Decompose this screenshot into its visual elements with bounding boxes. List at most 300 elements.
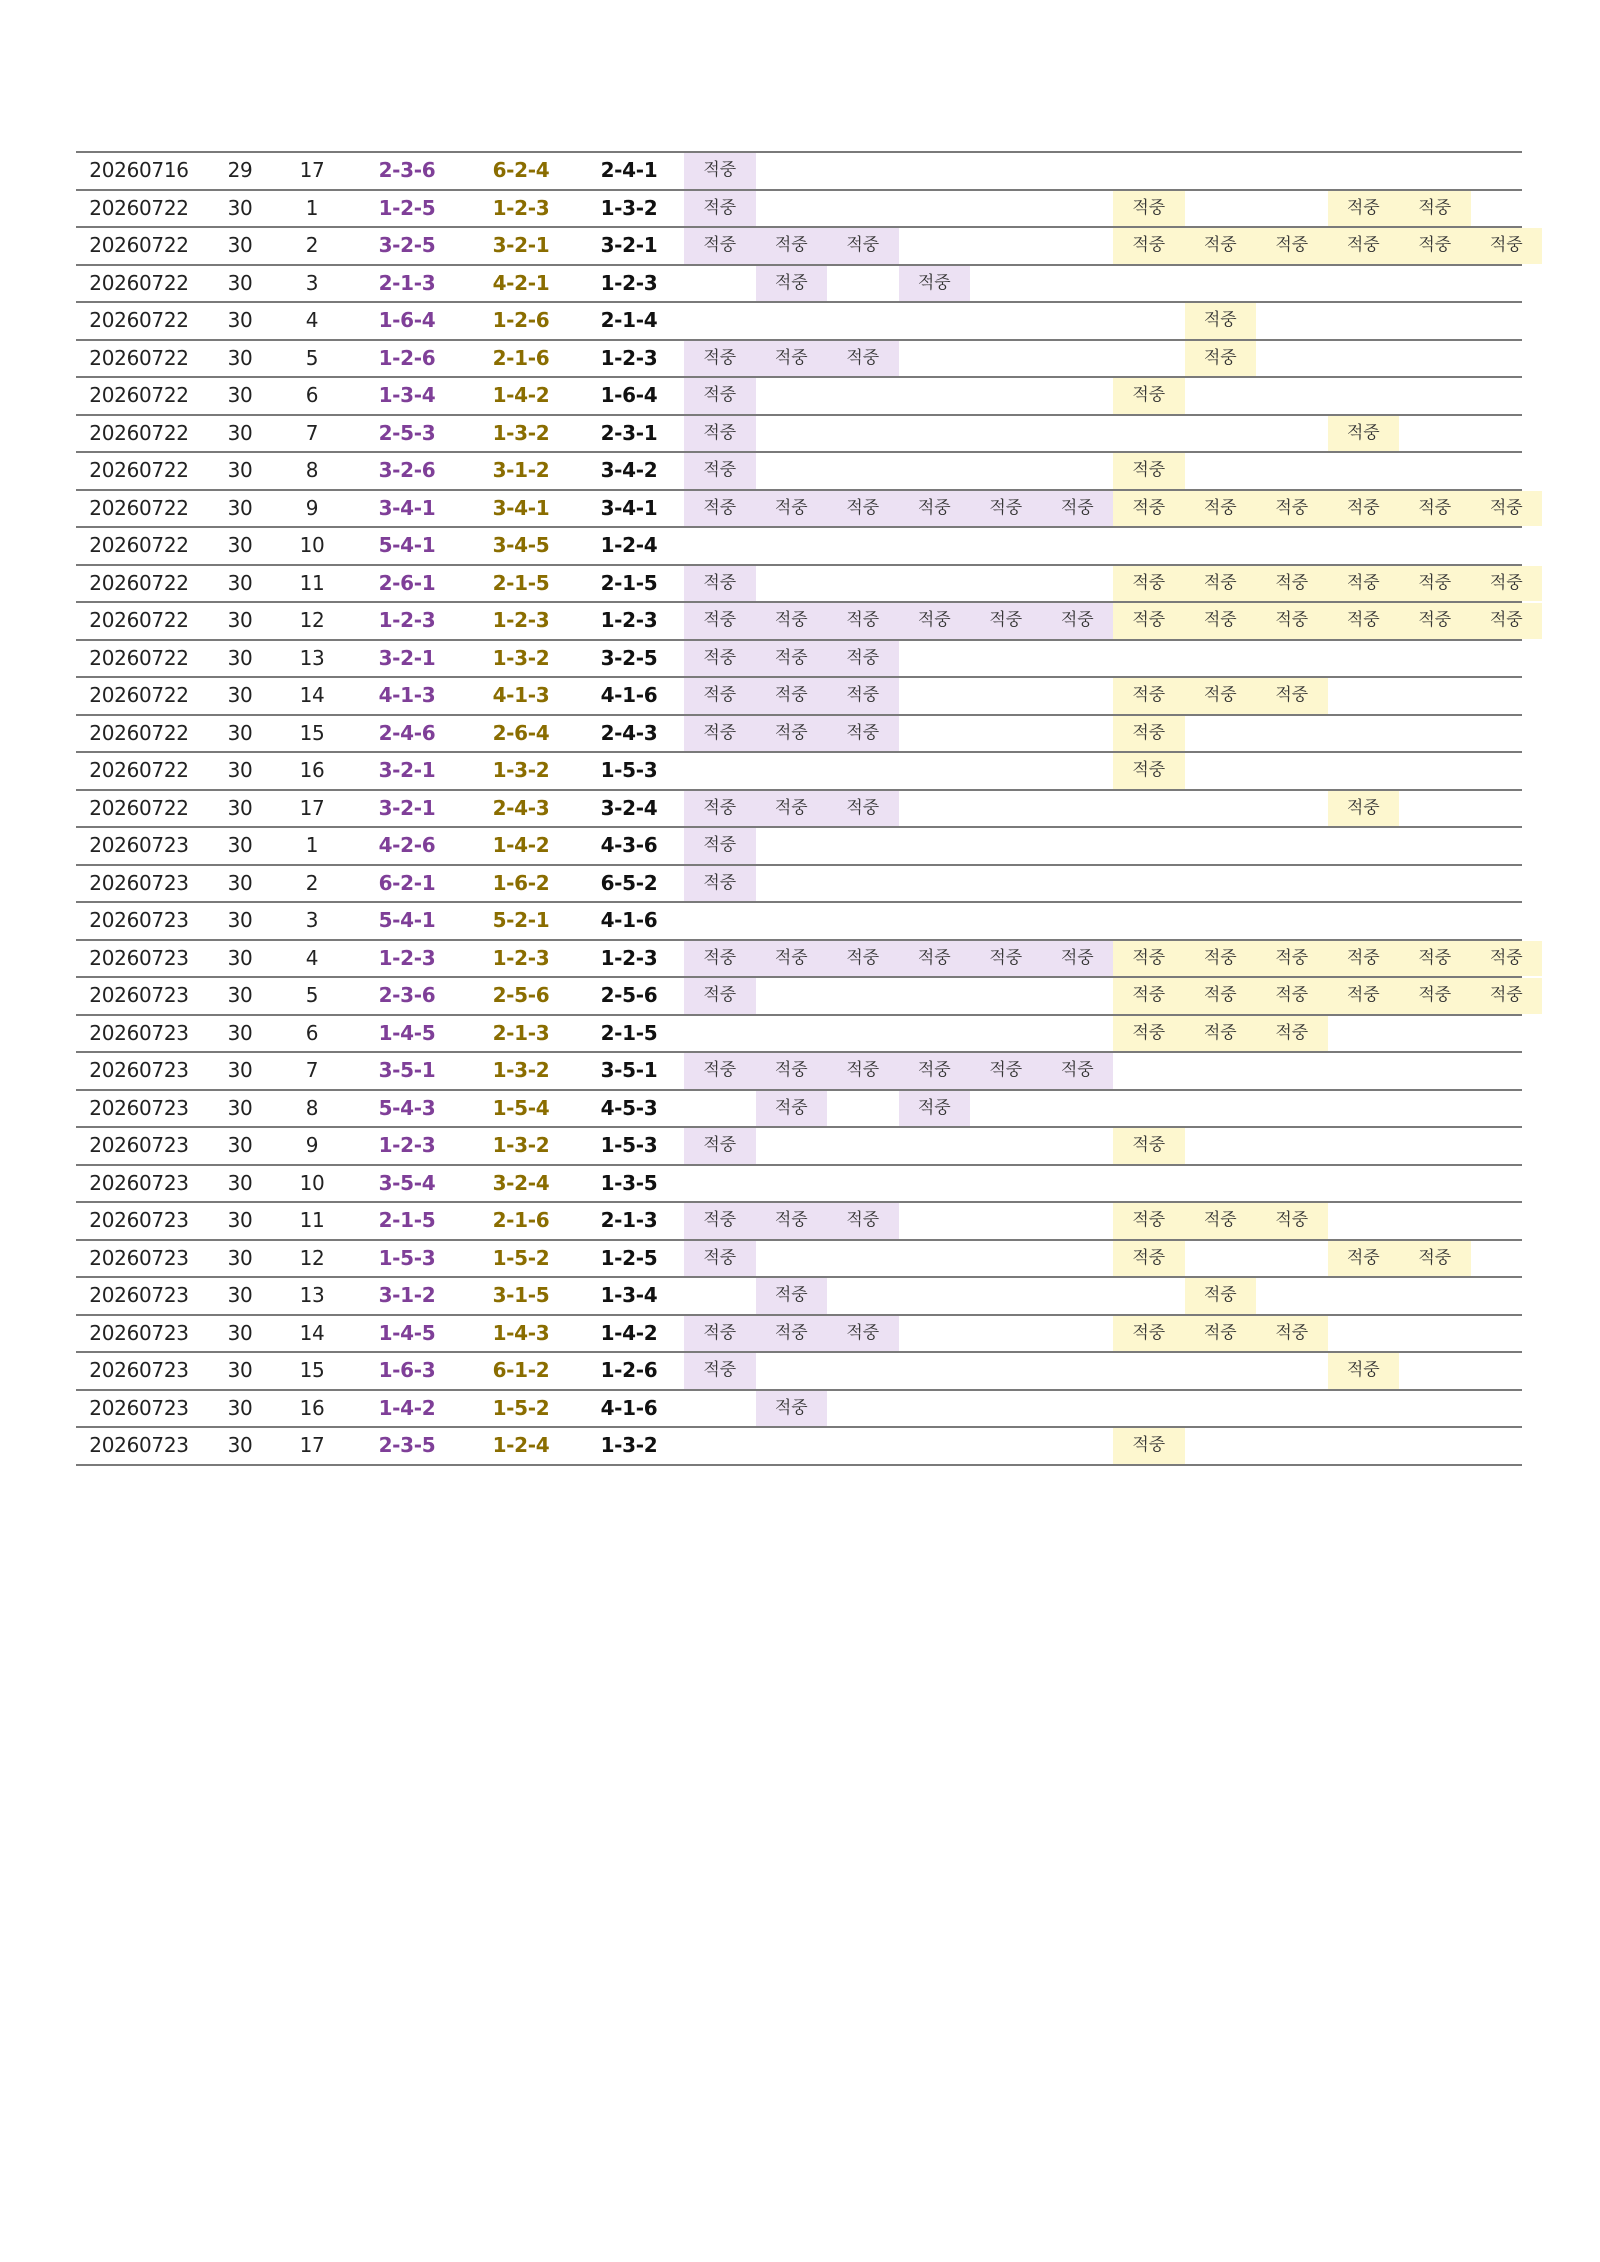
date-cell: 20260723 (89, 1283, 189, 1307)
race-cell: 1 (305, 195, 319, 220)
result-cell: 3-2-4 (600, 795, 658, 820)
pick-b-cell: 6-2-4 (492, 158, 550, 182)
hit-badge-b: 적중 (1185, 1278, 1257, 1314)
round-cell: 30 (227, 1020, 253, 1045)
date-cell: 20260722 (89, 533, 189, 557)
hit-badge-b: 적중 (1471, 603, 1543, 639)
hit-badge-b: 적중 (1471, 941, 1543, 977)
round-cell: 30 (227, 533, 253, 557)
hit-badge-b: 적중 (1256, 228, 1328, 264)
round-cell: 30 (227, 683, 253, 707)
race-cell: 7 (305, 1058, 319, 1082)
pick-b-cell: 4-1-3 (492, 683, 550, 707)
hit-badge-b: 적중 (1185, 341, 1257, 377)
date-cell: 20260722 (89, 758, 189, 782)
race-cell: 4 (305, 945, 319, 970)
race-cell: 12 (299, 608, 325, 632)
race-cell: 5 (305, 345, 319, 370)
table-row (76, 866, 1522, 904)
hit-badge-a: 적중 (899, 1091, 971, 1127)
race-cell: 17 (299, 1433, 325, 1457)
date-cell: 20260722 (89, 608, 189, 632)
result-cell: 1-6-4 (600, 383, 658, 407)
table-row (76, 678, 1522, 716)
hit-badge-b: 적중 (1328, 1353, 1400, 1389)
hit-badge-a: 적중 (827, 341, 899, 377)
race-cell: 11 (299, 1208, 325, 1232)
hit-badge-a: 적중 (827, 603, 899, 639)
pick-a-cell: 2-6-1 (378, 570, 436, 595)
pick-b-cell: 2-1-3 (492, 1020, 550, 1045)
race-cell: 16 (299, 1395, 325, 1420)
pick-a-cell: 3-4-1 (378, 495, 436, 520)
table-row (76, 191, 1522, 229)
round-cell: 30 (227, 945, 253, 970)
table-row (76, 603, 1522, 641)
hit-badge-b: 적중 (1185, 303, 1257, 339)
hit-badge-a: 적중 (1042, 603, 1114, 639)
pick-a-cell: 3-2-1 (378, 795, 436, 820)
date-cell: 20260723 (89, 1358, 189, 1382)
pick-a-cell: 1-4-5 (378, 1020, 436, 1045)
date-cell: 20260723 (89, 1095, 189, 1120)
pick-a-cell: 5-4-3 (378, 1095, 436, 1120)
pick-b-cell: 2-4-3 (492, 795, 550, 820)
table-row (76, 1053, 1522, 1091)
hit-badge-b: 적중 (1471, 978, 1543, 1014)
result-cell: 2-1-3 (600, 1208, 658, 1232)
race-cell: 6 (305, 383, 319, 407)
pick-b-cell: 6-1-2 (492, 1358, 550, 1382)
hit-badge-b: 적중 (1185, 491, 1257, 527)
hit-badge-b: 적중 (1113, 1428, 1185, 1464)
pick-a-cell: 1-2-3 (378, 1133, 436, 1157)
hit-badge-a: 적중 (684, 941, 756, 977)
result-cell: 2-4-3 (600, 720, 658, 745)
round-cell: 30 (227, 233, 253, 257)
hit-badge-b: 적중 (1328, 566, 1400, 602)
round-cell: 30 (227, 1095, 253, 1120)
result-cell: 4-3-6 (600, 833, 658, 857)
hit-badge-a: 적중 (684, 341, 756, 377)
hit-badge-a: 적중 (684, 378, 756, 414)
hit-badge-a: 적중 (684, 566, 756, 602)
round-cell: 30 (227, 1358, 253, 1382)
table-row (76, 378, 1522, 416)
round-cell: 30 (227, 420, 253, 445)
date-cell: 20260716 (89, 158, 189, 182)
hit-badge-a: 적중 (756, 1203, 828, 1239)
result-cell: 3-4-2 (600, 458, 658, 482)
round-cell: 30 (227, 1433, 253, 1457)
hit-badge-a: 적중 (756, 791, 828, 827)
hit-badge-b: 적중 (1256, 1016, 1328, 1052)
table-row (76, 491, 1522, 529)
hit-badge-a: 적중 (827, 791, 899, 827)
pick-a-cell: 3-2-6 (378, 458, 436, 482)
date-cell: 20260723 (89, 1320, 189, 1345)
hit-badge-b: 적중 (1328, 978, 1400, 1014)
round-cell: 30 (227, 1245, 253, 1270)
pick-b-cell: 3-1-2 (492, 458, 550, 482)
hit-badge-b: 적중 (1113, 453, 1185, 489)
pick-b-cell: 2-1-6 (492, 1208, 550, 1232)
hit-badge-a: 적중 (970, 603, 1042, 639)
round-cell: 30 (227, 795, 253, 820)
hit-badge-a: 적중 (970, 1053, 1042, 1089)
round-cell: 30 (227, 1170, 253, 1195)
hit-badge-a: 적중 (756, 341, 828, 377)
race-cell: 8 (305, 458, 319, 482)
round-cell: 30 (227, 308, 253, 332)
race-cell: 13 (299, 1283, 325, 1307)
pick-a-cell: 3-5-1 (378, 1058, 436, 1082)
hit-badge-b: 적중 (1256, 603, 1328, 639)
pick-a-cell: 3-2-1 (378, 758, 436, 782)
hit-badge-b: 적중 (1256, 1316, 1328, 1352)
hit-badge-b: 적중 (1185, 228, 1257, 264)
hit-badge-b: 적중 (1399, 978, 1471, 1014)
date-cell: 20260722 (89, 495, 189, 520)
pick-a-cell: 1-4-2 (378, 1395, 436, 1420)
date-cell: 20260722 (89, 458, 189, 482)
pick-a-cell: 1-3-4 (378, 383, 436, 407)
hit-badge-a: 적중 (756, 1391, 828, 1427)
round-cell: 30 (227, 983, 253, 1007)
hit-badge-b: 적중 (1113, 978, 1185, 1014)
pick-a-cell: 2-5-3 (378, 420, 436, 445)
race-cell: 5 (305, 983, 319, 1007)
date-cell: 20260723 (89, 1245, 189, 1270)
hit-badge-a: 적중 (899, 1053, 971, 1089)
table-row (76, 528, 1522, 566)
result-cell: 3-5-1 (600, 1058, 658, 1082)
pick-a-cell: 5-4-1 (378, 533, 436, 557)
hit-badge-b: 적중 (1399, 941, 1471, 977)
hit-badge-b: 적중 (1328, 228, 1400, 264)
race-cell: 12 (299, 1245, 325, 1270)
hit-badge-a: 적중 (827, 1203, 899, 1239)
pick-b-cell: 1-4-3 (492, 1320, 550, 1345)
date-cell: 20260723 (89, 1208, 189, 1232)
hit-badge-b: 적중 (1399, 603, 1471, 639)
date-cell: 20260723 (89, 1395, 189, 1420)
result-cell: 1-3-2 (600, 1433, 658, 1457)
result-cell: 3-2-5 (600, 645, 658, 670)
table-row (76, 1166, 1522, 1204)
result-cell: 1-2-3 (600, 270, 658, 295)
result-cell: 2-5-6 (600, 983, 658, 1007)
round-cell: 30 (227, 495, 253, 520)
hit-badge-a: 적중 (1042, 941, 1114, 977)
table-row (76, 303, 1522, 341)
hit-badge-a: 적중 (756, 716, 828, 752)
hit-badge-a: 적중 (684, 191, 756, 227)
pick-b-cell: 1-2-3 (492, 608, 550, 632)
pick-a-cell: 1-6-3 (378, 1358, 436, 1382)
hit-badge-a: 적중 (970, 941, 1042, 977)
round-cell: 30 (227, 1395, 253, 1420)
hit-badge-b: 적중 (1185, 603, 1257, 639)
date-cell: 20260722 (89, 720, 189, 745)
hit-badge-a: 적중 (684, 641, 756, 677)
result-cell: 2-4-1 (600, 158, 658, 182)
hit-badge-a: 적중 (684, 866, 756, 902)
hit-badge-a: 적중 (827, 716, 899, 752)
table-row (76, 453, 1522, 491)
race-cell: 10 (299, 533, 325, 557)
pick-b-cell: 1-5-4 (492, 1095, 550, 1120)
hit-badge-a: 적중 (899, 603, 971, 639)
round-cell: 30 (227, 1133, 253, 1157)
race-cell: 11 (299, 570, 325, 595)
hit-badge-b: 적중 (1113, 716, 1185, 752)
result-cell: 1-5-3 (600, 1133, 658, 1157)
result-cell: 2-3-1 (600, 420, 658, 445)
race-cell: 1 (305, 833, 319, 857)
result-cell: 4-5-3 (600, 1095, 658, 1120)
result-cell: 1-5-3 (600, 758, 658, 782)
hit-badge-b: 적중 (1185, 941, 1257, 977)
pick-b-cell: 3-4-5 (492, 533, 550, 557)
round-cell: 30 (227, 1320, 253, 1345)
table-row (76, 566, 1522, 604)
pick-b-cell: 1-2-3 (492, 945, 550, 970)
hit-badge-a: 적중 (756, 228, 828, 264)
pick-b-cell: 1-2-4 (492, 1433, 550, 1457)
hit-badge-a: 적중 (756, 1316, 828, 1352)
hit-badge-b: 적중 (1185, 978, 1257, 1014)
table-row (76, 341, 1522, 379)
result-cell: 1-2-3 (600, 608, 658, 632)
hit-badge-b: 적중 (1399, 1241, 1471, 1277)
hit-badge-a: 적중 (684, 1128, 756, 1164)
table-row (76, 941, 1522, 979)
hit-badge-b: 적중 (1113, 941, 1185, 977)
pick-a-cell: 2-3-6 (378, 983, 436, 1007)
hit-badge-b: 적중 (1256, 566, 1328, 602)
hit-badge-b: 적중 (1471, 228, 1543, 264)
hit-badge-b: 적중 (1113, 566, 1185, 602)
hit-badge-a: 적중 (684, 603, 756, 639)
date-cell: 20260723 (89, 945, 189, 970)
pick-a-cell: 1-2-6 (378, 345, 436, 370)
hit-badge-a: 적중 (899, 491, 971, 527)
round-cell: 30 (227, 758, 253, 782)
date-cell: 20260722 (89, 345, 189, 370)
hit-badge-b: 적중 (1399, 491, 1471, 527)
pick-b-cell: 4-2-1 (492, 270, 550, 295)
result-cell: 1-3-5 (600, 1170, 658, 1195)
hit-badge-a: 적중 (756, 678, 828, 714)
result-cell: 1-2-3 (600, 945, 658, 970)
date-cell: 20260722 (89, 683, 189, 707)
result-cell: 4-1-6 (600, 1395, 658, 1420)
pick-a-cell: 5-4-1 (378, 908, 436, 932)
pick-a-cell: 1-2-3 (378, 945, 436, 970)
pick-b-cell: 1-4-2 (492, 833, 550, 857)
hit-badge-b: 적중 (1328, 191, 1400, 227)
table-row (76, 1353, 1522, 1391)
table-row (76, 828, 1522, 866)
table-row (76, 416, 1522, 454)
table-row (76, 1241, 1522, 1279)
pick-a-cell: 6-2-1 (378, 870, 436, 895)
pick-b-cell: 5-2-1 (492, 908, 550, 932)
hit-badge-a: 적중 (756, 603, 828, 639)
result-cell: 1-2-3 (600, 345, 658, 370)
pick-a-cell: 1-6-4 (378, 308, 436, 332)
round-cell: 30 (227, 608, 253, 632)
date-cell: 20260722 (89, 195, 189, 220)
race-cell: 14 (299, 683, 325, 707)
date-cell: 20260723 (89, 1170, 189, 1195)
hit-badge-a: 적중 (756, 1278, 828, 1314)
table-row (76, 1391, 1522, 1429)
result-cell: 1-3-4 (600, 1283, 658, 1307)
hit-badge-a: 적중 (899, 266, 971, 302)
hit-badge-b: 적중 (1185, 566, 1257, 602)
table-row (76, 153, 1522, 191)
round-cell: 30 (227, 1058, 253, 1082)
hit-badge-a: 적중 (827, 678, 899, 714)
pick-a-cell: 2-1-3 (378, 270, 436, 295)
round-cell: 30 (227, 720, 253, 745)
result-cell: 1-2-5 (600, 1245, 658, 1270)
pick-b-cell: 2-1-5 (492, 570, 550, 595)
race-cell: 2 (305, 233, 319, 257)
pick-b-cell: 1-3-2 (492, 1133, 550, 1157)
hit-badge-b: 적중 (1256, 941, 1328, 977)
pick-b-cell: 1-2-6 (492, 308, 550, 332)
race-cell: 14 (299, 1320, 325, 1345)
result-cell: 4-1-6 (600, 908, 658, 932)
hit-badge-b: 적중 (1399, 566, 1471, 602)
hit-badge-a: 적중 (827, 641, 899, 677)
table-row (76, 1128, 1522, 1166)
round-cell: 30 (227, 908, 253, 932)
table-row (76, 1091, 1522, 1129)
race-cell: 6 (305, 1020, 319, 1045)
result-cell: 3-4-1 (600, 495, 658, 520)
hit-badge-b: 적중 (1328, 416, 1400, 452)
hit-badge-b: 적중 (1113, 1241, 1185, 1277)
round-cell: 30 (227, 270, 253, 295)
table-row (76, 791, 1522, 829)
hit-badge-b: 적중 (1185, 1016, 1257, 1052)
round-cell: 30 (227, 458, 253, 482)
pick-a-cell: 3-2-1 (378, 645, 436, 670)
pick-b-cell: 1-3-2 (492, 758, 550, 782)
race-cell: 13 (299, 645, 325, 670)
date-cell: 20260722 (89, 308, 189, 332)
race-cell: 9 (305, 495, 319, 520)
hit-badge-b: 적중 (1113, 1316, 1185, 1352)
hit-badge-b: 적중 (1399, 228, 1471, 264)
pick-b-cell: 3-2-1 (492, 233, 550, 257)
hit-badge-b: 적중 (1113, 1016, 1185, 1052)
hit-badge-a: 적중 (684, 678, 756, 714)
table-row (76, 903, 1522, 941)
hit-badge-a: 적중 (756, 1053, 828, 1089)
race-cell: 10 (299, 1170, 325, 1195)
hit-badge-a: 적중 (827, 1053, 899, 1089)
race-cell: 17 (299, 158, 325, 182)
date-cell: 20260723 (89, 1433, 189, 1457)
pick-a-cell: 4-2-6 (378, 833, 436, 857)
pick-b-cell: 1-4-2 (492, 383, 550, 407)
hit-badge-b: 적중 (1471, 491, 1543, 527)
round-cell: 30 (227, 833, 253, 857)
race-cell: 3 (305, 908, 319, 932)
result-cell: 1-3-2 (600, 195, 658, 220)
result-cell: 2-1-4 (600, 308, 658, 332)
hit-badge-a: 적중 (827, 941, 899, 977)
table-row (76, 228, 1522, 266)
pick-b-cell: 2-6-4 (492, 720, 550, 745)
hit-badge-a: 적중 (899, 941, 971, 977)
hit-badge-a: 적중 (684, 228, 756, 264)
race-cell: 3 (305, 270, 319, 295)
pick-b-cell: 2-5-6 (492, 983, 550, 1007)
table-row (76, 1428, 1522, 1466)
pick-b-cell: 3-1-5 (492, 1283, 550, 1307)
pick-b-cell: 3-4-1 (492, 495, 550, 520)
hit-badge-b: 적중 (1471, 566, 1543, 602)
hit-badge-a: 적중 (1042, 1053, 1114, 1089)
round-cell: 30 (227, 1208, 253, 1232)
hit-badge-a: 적중 (684, 716, 756, 752)
race-cell: 9 (305, 1133, 319, 1157)
round-cell: 30 (227, 1283, 253, 1307)
hit-badge-b: 적중 (1328, 603, 1400, 639)
pick-a-cell: 2-1-5 (378, 1208, 436, 1232)
hit-badge-a: 적중 (756, 1091, 828, 1127)
hit-badge-b: 적중 (1113, 378, 1185, 414)
hit-badge-b: 적중 (1185, 678, 1257, 714)
hit-badge-b: 적중 (1113, 678, 1185, 714)
pick-b-cell: 3-2-4 (492, 1170, 550, 1195)
hit-badge-b: 적중 (1185, 1316, 1257, 1352)
hit-badge-a: 적중 (684, 453, 756, 489)
round-cell: 29 (227, 158, 253, 182)
hit-badge-b: 적중 (1113, 228, 1185, 264)
hit-badge-a: 적중 (684, 1316, 756, 1352)
hit-badge-b: 적중 (1328, 1241, 1400, 1277)
hit-badge-b: 적중 (1328, 491, 1400, 527)
hit-badge-a: 적중 (684, 491, 756, 527)
table-row (76, 716, 1522, 754)
date-cell: 20260723 (89, 908, 189, 932)
hit-badge-b: 적중 (1113, 1128, 1185, 1164)
pick-b-cell: 2-1-6 (492, 345, 550, 370)
date-cell: 20260723 (89, 1133, 189, 1157)
hit-badge-b: 적중 (1256, 678, 1328, 714)
hit-badge-b: 적중 (1113, 191, 1185, 227)
hit-badge-a: 적중 (684, 1053, 756, 1089)
hit-badge-a: 적중 (827, 1316, 899, 1352)
date-cell: 20260722 (89, 383, 189, 407)
hit-badge-a: 적중 (684, 1241, 756, 1277)
pick-b-cell: 1-5-2 (492, 1245, 550, 1270)
results-table (76, 151, 1522, 1466)
hit-badge-a: 적중 (684, 1203, 756, 1239)
hit-badge-a: 적중 (684, 978, 756, 1014)
date-cell: 20260723 (89, 1058, 189, 1082)
hit-badge-b: 적중 (1113, 753, 1185, 789)
hit-badge-b: 적중 (1113, 491, 1185, 527)
pick-a-cell: 3-5-4 (378, 1170, 436, 1195)
